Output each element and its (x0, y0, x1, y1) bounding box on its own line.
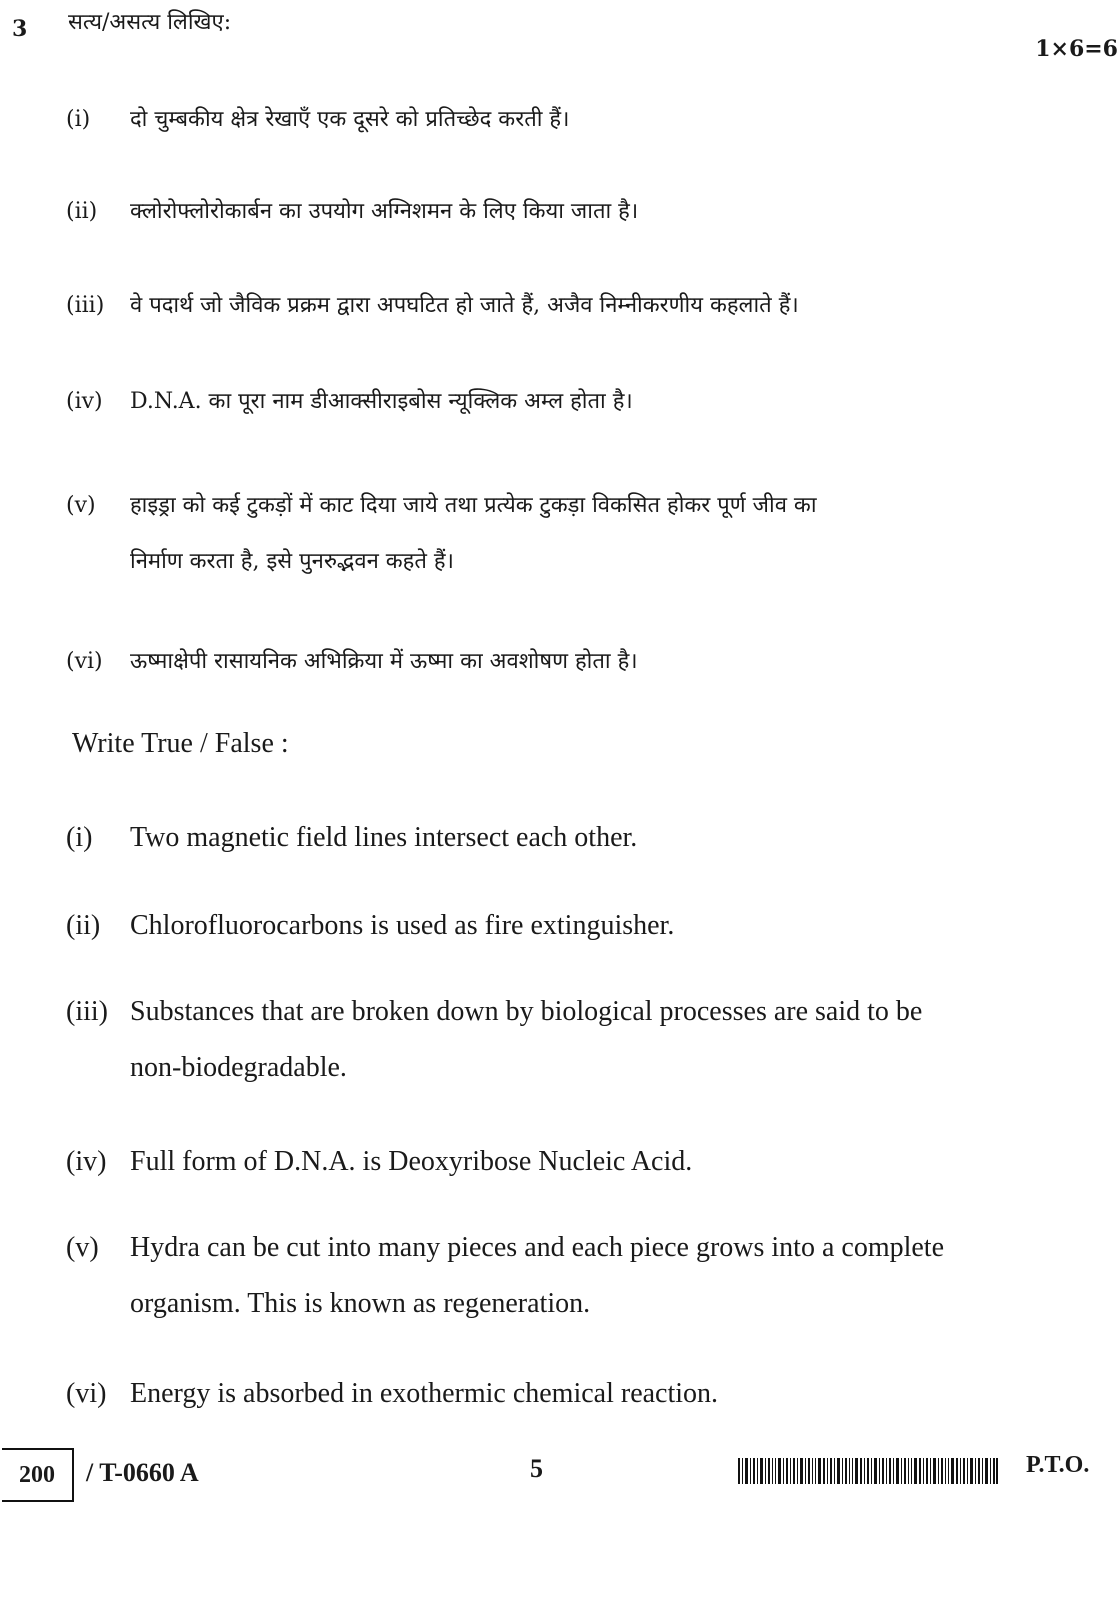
page-number: 5 (530, 1454, 543, 1483)
barcode-image (738, 1458, 998, 1484)
hindi-item-1 (66, 92, 1066, 148)
item-label: (v) (66, 493, 96, 518)
item-text: Hydra can be cut into many pieces and each piece grows into a complete (130, 1232, 945, 1263)
item-label: (ii) (66, 910, 101, 941)
item-text: Two magnetic field lines intersect each other. (130, 822, 638, 853)
please-turn-over: P.T.O. (1026, 1452, 1090, 1478)
question-number: 3 (12, 16, 28, 42)
page-footer (0, 1448, 1120, 1508)
item-label: (vi) (66, 649, 103, 674)
item-label: (iv) (66, 389, 103, 414)
item-label: (ii) (66, 199, 98, 224)
english-heading: Write True / False : (72, 728, 289, 759)
item-text: D.N.A. का पूरा नाम डीआक्सीराइबोस न्यूक्लिक अम्ल होता है। (130, 389, 633, 414)
item-text: क्लोरोफ्लोरोकार्बन का उपयोग अग्निशमन के लिए किया जाता है। (130, 199, 639, 224)
hindi-item-4 (66, 374, 1066, 430)
english-item-5 (66, 1220, 1066, 1332)
question-heading-hindi: सत्य/असत्य लिखिए: (68, 10, 232, 35)
english-item-6 (66, 1366, 1066, 1422)
english-item-4 (66, 1134, 1066, 1190)
item-label: (i) (66, 107, 91, 132)
item-label: (vi) (66, 1378, 107, 1409)
marks-allocation: 1×6=6 (1035, 36, 1118, 62)
item-label: (iii) (66, 996, 108, 1027)
hindi-item-5 (66, 478, 1066, 590)
hindi-item-3 (66, 278, 1066, 334)
item-label: (i) (66, 822, 93, 853)
item-text: हाइड्रा को कई टुकड़ों में काट दिया जाये तथा प्रत्येक टुकड़ा विकसित होकर पूर्ण जीव का (130, 493, 817, 518)
item-text: ऊष्माक्षेपी रासायनिक अभिक्रिया में ऊष्मा का अवशोषण होता है। (130, 649, 638, 674)
item-text: Energy is absorbed in exothermic chemical reaction. (130, 1378, 719, 1409)
english-item-3 (66, 984, 1066, 1096)
item-text: वे पदार्थ जो जैविक प्रक्रम द्वारा अपघटित हो जाते हैं, अजैव निम्नीकरणीय कहलाते हैं। (130, 293, 799, 318)
item-label: (v) (66, 1232, 99, 1263)
item-text-continued: organism. This is known as regeneration. (130, 1288, 591, 1319)
item-text: Chlorofluorocarbons is used as fire extinguisher. (130, 910, 675, 941)
item-label: (iv) (66, 1146, 107, 1177)
english-item-1 (66, 810, 1066, 866)
item-text: Full form of D.N.A. is Deoxyribose Nucleic Acid. (130, 1146, 693, 1177)
item-text-continued: निर्माण करता है, इसे पुनरुद्भवन कहते हैं। (130, 549, 454, 574)
item-text: Substances that are broken down by biological processes are said to be (130, 996, 923, 1027)
question-count-box: 200 (2, 1448, 74, 1502)
item-label: (iii) (66, 293, 105, 318)
english-item-2 (66, 898, 1066, 954)
item-text: दो चुम्बकीय क्षेत्र रेखाएँ एक दूसरे को प्रतिच्छेद करती हैं। (130, 107, 570, 132)
paper-code: / T-0660 A (86, 1458, 199, 1487)
hindi-item-6 (66, 634, 1066, 690)
item-text-continued: non-biodegradable. (130, 1052, 347, 1083)
hindi-item-2 (66, 184, 1066, 240)
